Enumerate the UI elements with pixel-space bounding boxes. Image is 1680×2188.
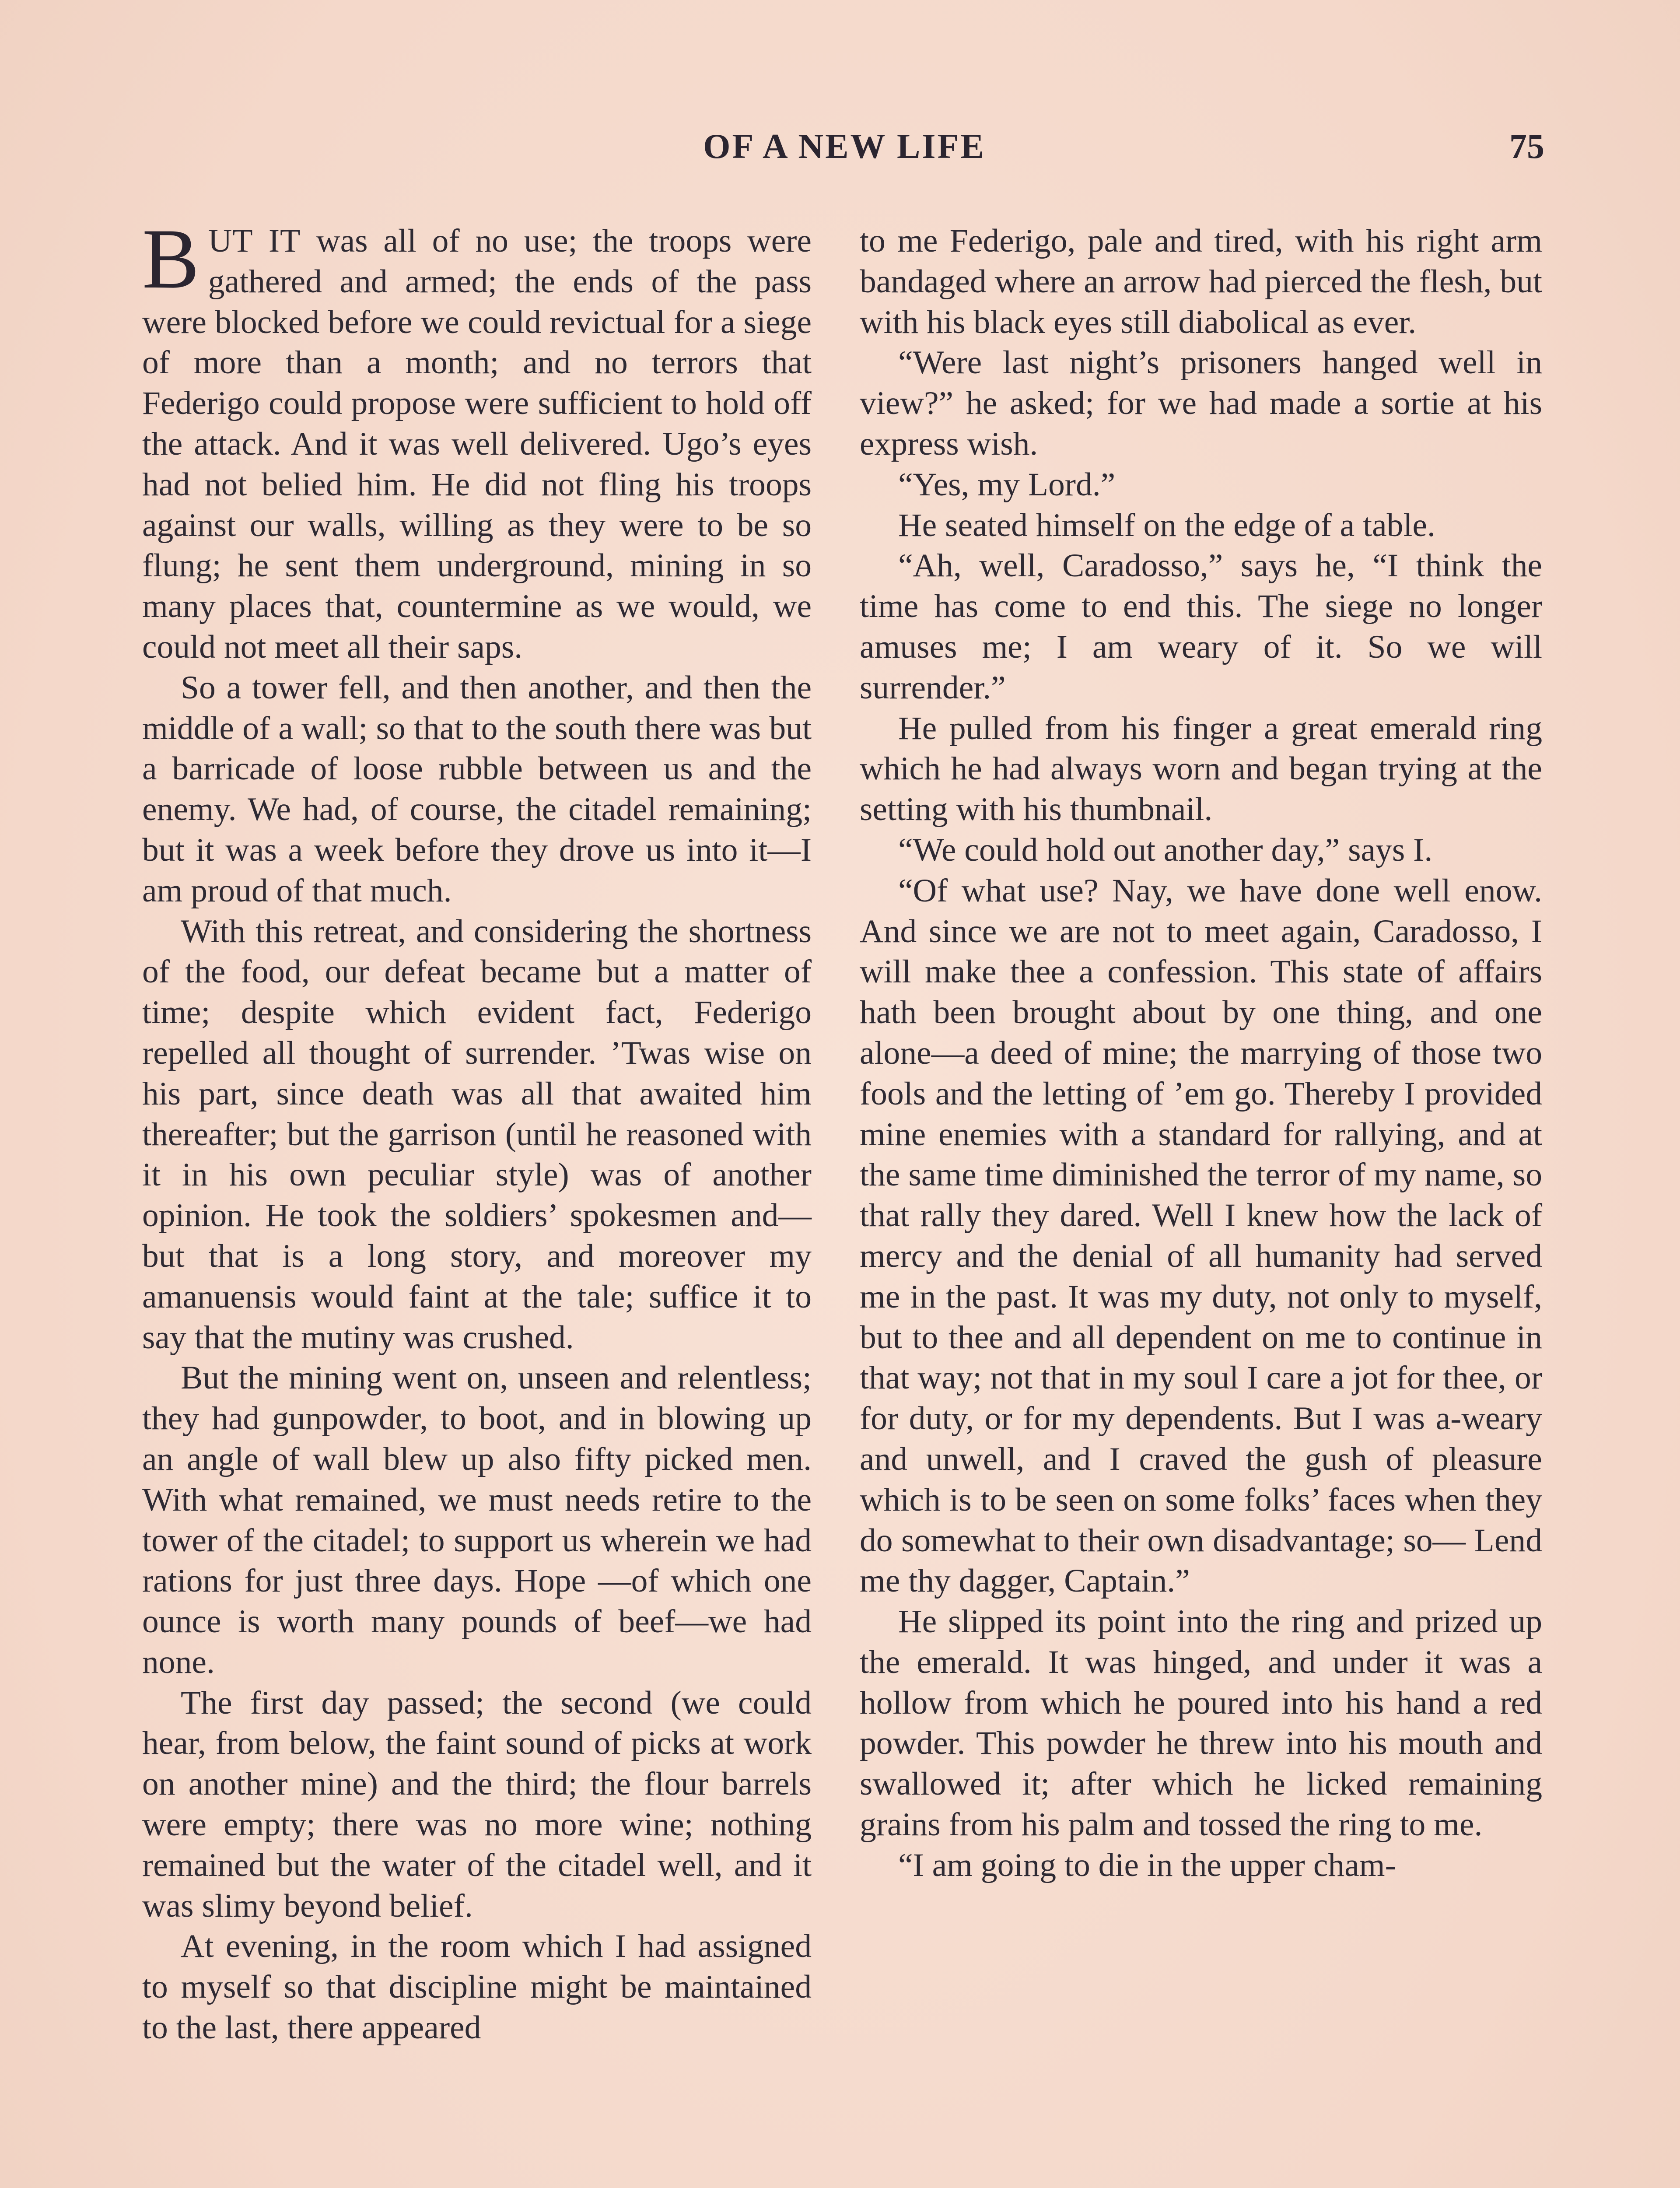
right-column (860, 221, 1542, 1886)
paragraph: At evening, in the room which I had assigned to myself so that discipline might be maintained to the last, there appeared (142, 1928, 812, 2046)
page-number: 75 (1509, 127, 1544, 166)
running-head (144, 127, 1544, 179)
paragraph: But the mining went on, unseen and relentless; they had gunpowder, to boot, and in blowing up an angle of wall blew up also fifty picked men. With what remained, we must needs retire to the tower of the citadel; to support us wherein we had rations for just three days. Hope —of which one ounce is worth many pounds of beef—we had none. (142, 1360, 812, 1680)
paragraph: “Ah, well, Caradosso,” says he, “I think the time has come to end this. The siege no longer amuses me; I am weary of it. So we will surrender.” (860, 547, 1542, 706)
paragraph: “Of what use? Nay, we have done well enow. And since we are not to meet again, Caradosso, I will make thee a confession. This state of affairs hath been brought about by one thing, and one alone—a deed of mine; the marrying of those two fools and the letting of ’em go. Thereby I provided mine enemies with a standard for rallying, and at the same time diminished the terror of my name, so that rally they dared. Well I knew how the lack of mercy and the denial of all humanity had served me in the past. It was my duty, not only to myself, but to thee and all dependent on me to continue in that way; not that in my soul I care a jot for thee, or for duty, or for my dependents. But I was a-weary and unwell, and I craved the gush of pleasure which is to be seen on some folks’ faces when they do somewhat to their own disadvantage; so— Lend me thy dagger, Captain.” (860, 872, 1542, 1599)
paragraph: “Were last night’s prisoners hanged well in view?” he asked; for we had made a sortie at his express wish. (860, 344, 1542, 462)
paragraph: So a tower fell, and then another, and then the middle of a wall; so that to the south there was but a barricade of loose rubble between us and the enemy. We had, of course, the citadel remaining; but it was a week before they drove us into it—I am proud of that much. (142, 669, 812, 909)
paragraph: “Yes, my Lord.” (898, 466, 1116, 503)
paragraph: The first day passed; the second (we could hear, from below, the faint sound of picks at work on another mine) and the third; the flour barrels were empty; there was no more wine; nothing remained but the water of the citadel well, and it was slimy beyond belief. (142, 1684, 812, 1924)
paragraph: He slipped its point into the ring and prized up the emerald. It was hinged, and under it was a hollow from which he poured into his hand a red powder. This powder he threw into his mouth and swallowed it; after which he licked remaining grains from his palm and tossed the ring to me. (860, 1603, 1542, 1843)
drop-cap: B (142, 211, 200, 306)
paragraph: He seated himself on the edge of a table. (898, 507, 1435, 543)
lead-in: UT IT (208, 223, 301, 259)
paragraph-continuation: to me Federigo, pale and tired, with his right arm bandaged where an arrow had pierced the flesh, but with his black eyes still diabolical as ever. (860, 223, 1542, 340)
paragraph: With this retreat, and considering the shortness of the food, our defeat became but a matter of time; despite which evident fact, Federigo repelled all thought of surrender. ’Twas wise on his part, since death was all that awaited him thereafter; but the garrison (until he reasoned with it in his own peculiar style) was of another opinion. He took the soldiers’ spokesmen and—but that is a long story, and moreover my amanuensis would faint at the tale; suffice it to say that the mutiny was crushed. (142, 913, 812, 1356)
page-title: OF A NEW LIFE (703, 127, 986, 166)
left-column (142, 211, 812, 2048)
paragraph-text: was all of no use; the troops were gathered and armed; the ends of the pass were blocked before we could revictual for a siege of more than a month; and no terrors that Federigo could propose were sufficient to hold off the attack. And it was well delivered. Ugo’s eyes had not belied him. He did not fling his troops against our walls, willing as they were to be so flung; he sent them underground, mining in so many places that, countermine as we would, we could not meet all their saps. (142, 223, 812, 665)
paragraph: “We could hold out another day,” says I. (898, 831, 1433, 868)
paragraph (142, 211, 812, 668)
paragraph: “I am going to die in the upper cham- (898, 1847, 1396, 1883)
paragraph: He pulled from his finger a great emerald ring which he had always worn and began trying at the setting with his thumbnail. (860, 710, 1542, 828)
